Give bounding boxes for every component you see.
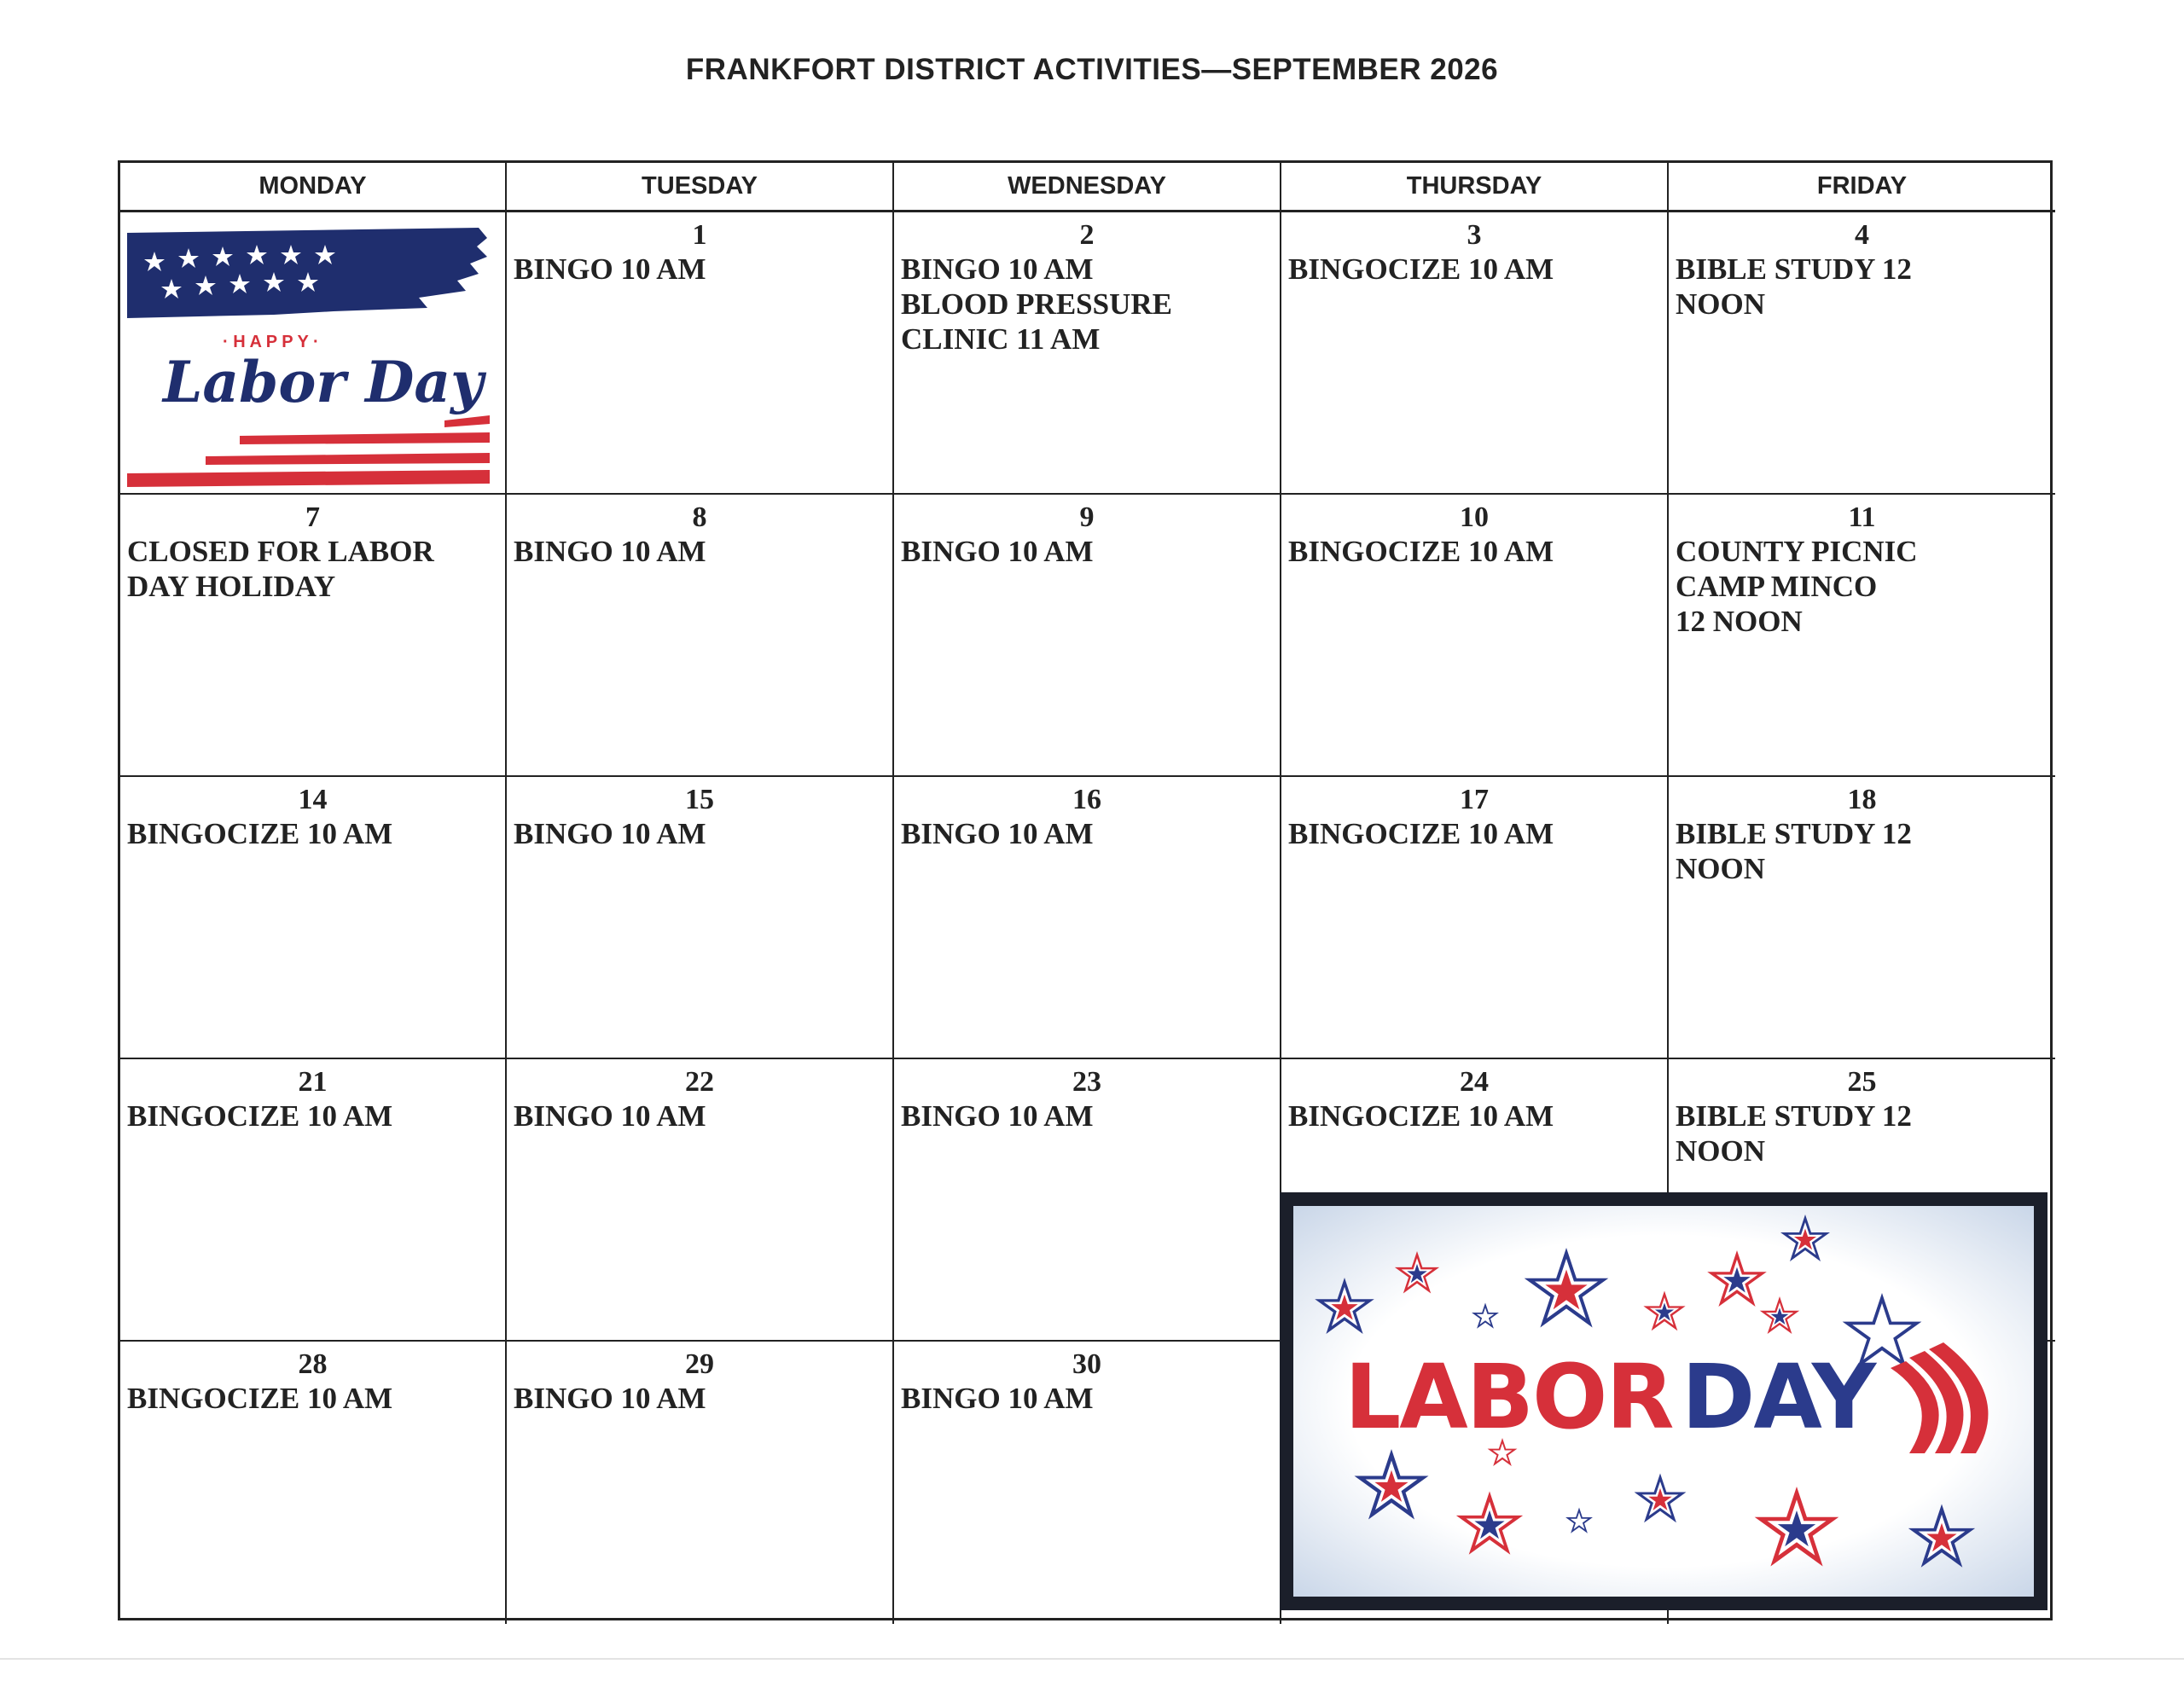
- calendar-cell: [120, 1059, 507, 1342]
- event-text: COUNTY PICNIC CAMP MINCO 12 NOON: [1676, 535, 1918, 638]
- calendar-cell: [120, 1342, 507, 1624]
- day-number: 30: [1072, 1348, 1101, 1380]
- day-number: 15: [685, 784, 714, 815]
- day-number: 16: [1072, 784, 1101, 815]
- day-number: 18: [1847, 784, 1877, 815]
- day-number: 1: [692, 219, 707, 251]
- weekday-header-wednesday: WEDNESDAY: [894, 163, 1281, 212]
- stripe-swoosh: [1891, 1342, 1988, 1453]
- day-number: 2: [1079, 219, 1095, 251]
- calendar-cell: [120, 495, 507, 777]
- event-text: BINGO 10 AM: [901, 1099, 1094, 1133]
- happy-text: · H A P P Y ·: [223, 333, 319, 351]
- event-text: BINGOCIZE 10 AM: [127, 1099, 393, 1133]
- weekday-header-friday: FRIDAY: [1669, 163, 2055, 212]
- event-text: BINGO 10 AM: [514, 817, 706, 850]
- day-number: 24: [1460, 1066, 1489, 1098]
- event-text: CLOSED FOR LABOR DAY HOLIDAY: [127, 535, 434, 603]
- day-number: 11: [1848, 501, 1876, 533]
- weekday-header-thursday: THURSDAY: [1281, 163, 1669, 212]
- calendar-cell: [1669, 212, 2055, 495]
- calendar-cell: [507, 212, 894, 495]
- day-number: 3: [1467, 219, 1482, 251]
- day-number: 23: [1072, 1066, 1101, 1098]
- day-text: DAY: [1682, 1345, 1875, 1449]
- weekday-header-monday: MONDAY: [120, 163, 507, 212]
- event-text: BINGOCIZE 10 AM: [1288, 1099, 1554, 1133]
- event-text: BINGO 10 AM: [514, 535, 706, 568]
- event-text: BIBLE STUDY 12 NOON: [1676, 252, 1912, 321]
- event-text: BINGOCIZE 10 AM: [127, 817, 393, 850]
- calendar-cell: [894, 495, 1281, 777]
- calendar-cell: [507, 495, 894, 777]
- calendar-cell: [894, 1059, 1281, 1342]
- calendar-cell: [894, 212, 1281, 495]
- calendar-cell: [120, 777, 507, 1059]
- event-text: BINGO 10 AM: [514, 1099, 706, 1133]
- weekday-header-tuesday: TUESDAY: [507, 163, 894, 212]
- calendar-cell: [1669, 777, 2055, 1059]
- calendar-cell: [120, 212, 507, 495]
- happy-labor-day-image: [120, 212, 505, 493]
- labor-text: LABOR: [1345, 1345, 1673, 1449]
- event-text: BINGO 10 AM BLOOD PRESSURE CLINIC 11 AM: [901, 252, 1172, 356]
- event-text: BINGO 10 AM: [901, 535, 1094, 568]
- calendar-cell: [894, 1342, 1281, 1624]
- day-number: 4: [1855, 219, 1869, 251]
- page-bottom-rule: [0, 1658, 2184, 1660]
- calendar-cell: [1281, 777, 1669, 1059]
- calendar-cell: [894, 777, 1281, 1059]
- calendar-cell: [507, 1059, 894, 1342]
- event-text: BIBLE STUDY 12 NOON: [1676, 1099, 1912, 1168]
- day-number: 28: [298, 1348, 328, 1380]
- page-title: FRANKFORT DISTRICT ACTIVITIES—SEPTEMBER 2026: [685, 53, 1499, 86]
- labor-day-script-text: Labor Day: [163, 349, 484, 415]
- calendar-cell: [507, 777, 894, 1059]
- day-number: 22: [685, 1066, 714, 1098]
- calendar-cell: [1669, 495, 2055, 777]
- event-text: BINGOCIZE 10 AM: [127, 1382, 393, 1415]
- calendar-cell: [1281, 495, 1669, 777]
- event-text: BINGO 10 AM: [514, 1382, 706, 1415]
- event-text: BINGOCIZE 10 AM: [1288, 817, 1554, 850]
- day-number: 25: [1847, 1066, 1877, 1098]
- labor-day-banner: [1280, 1192, 2048, 1610]
- event-text: BINGO 10 AM: [514, 252, 706, 286]
- event-text: BINGOCIZE 10 AM: [1288, 535, 1554, 568]
- day-number: 17: [1460, 784, 1489, 815]
- labor-day-banner-image: [1293, 1206, 2034, 1597]
- event-text: BINGO 10 AM: [901, 817, 1094, 850]
- day-number: 7: [305, 501, 320, 533]
- event-text: BINGO 10 AM: [901, 1382, 1094, 1415]
- day-number: 10: [1460, 501, 1489, 533]
- event-text: BIBLE STUDY 12 NOON: [1676, 817, 1912, 885]
- day-number: 29: [685, 1348, 714, 1380]
- day-number: 14: [298, 784, 328, 815]
- calendar-cell: [507, 1342, 894, 1624]
- day-number: 8: [692, 501, 707, 533]
- day-number: 9: [1079, 501, 1095, 533]
- day-number: 21: [298, 1066, 328, 1098]
- event-text: BINGOCIZE 10 AM: [1288, 252, 1554, 286]
- calendar-cell: [1281, 212, 1669, 495]
